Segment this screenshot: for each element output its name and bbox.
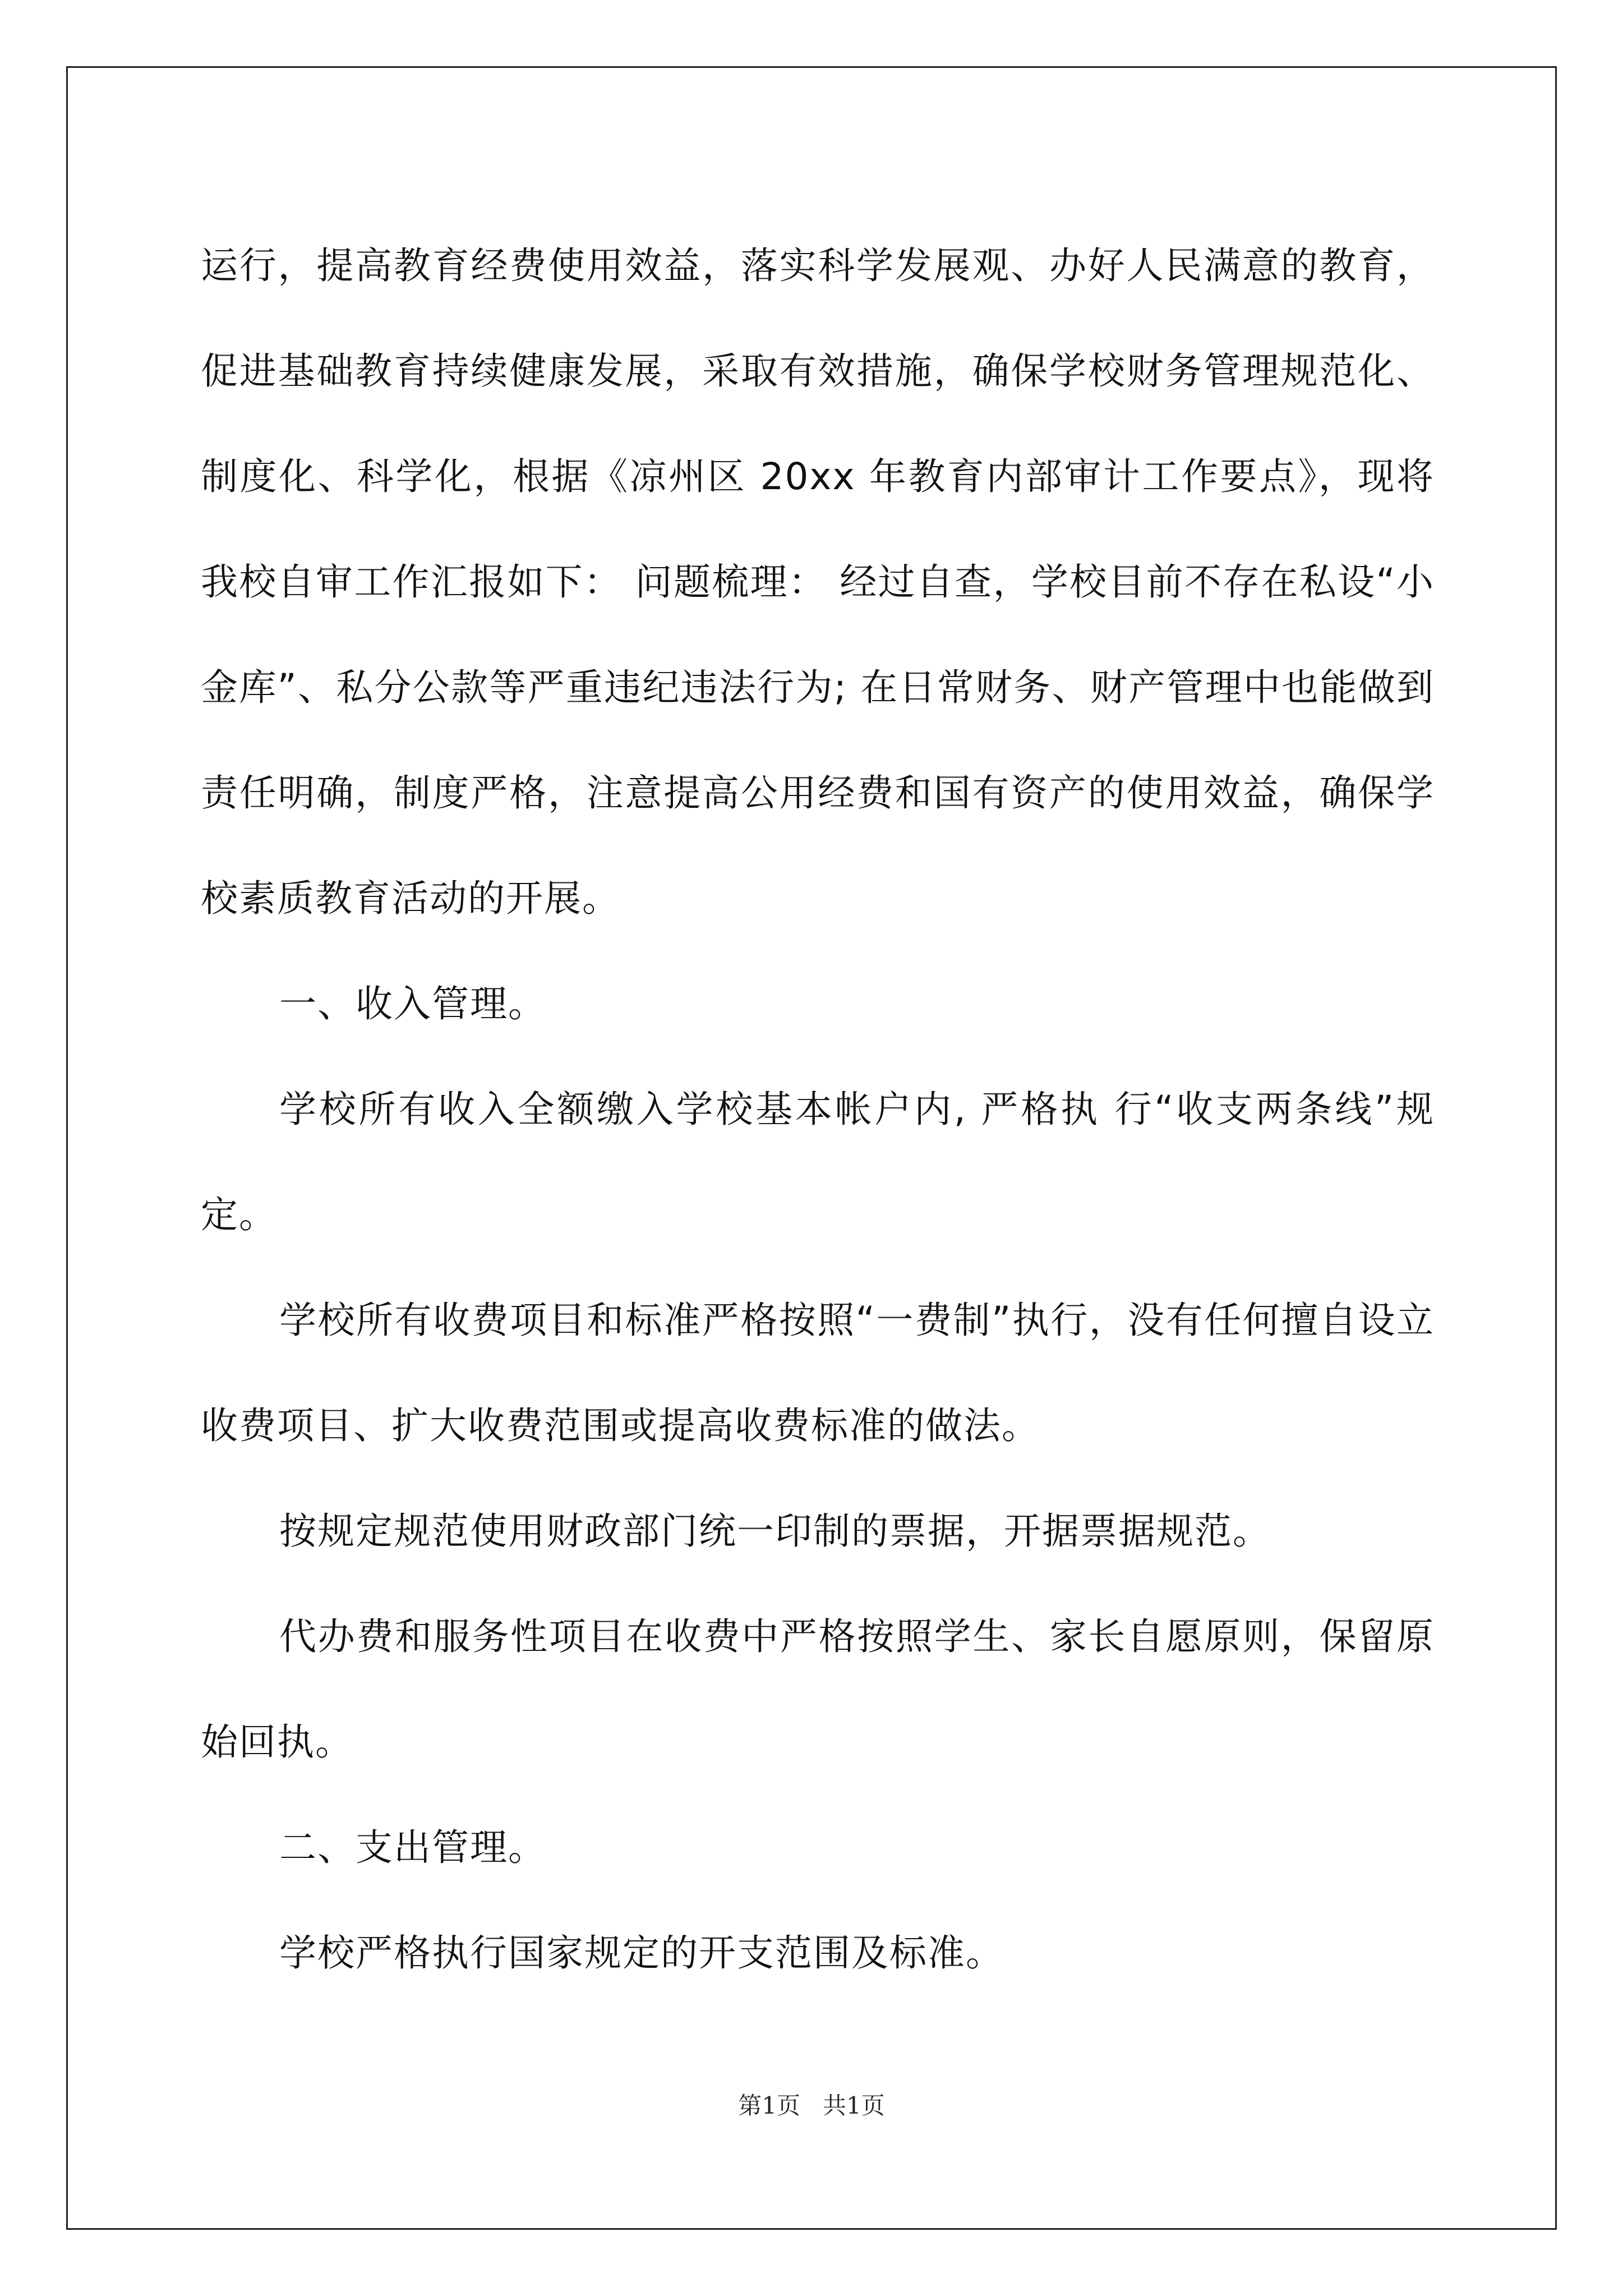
document-body [201, 213, 1435, 2006]
page-footer [0, 2089, 1623, 2123]
paragraph-income-account: 学校所有收入全额缴入学校基本帐户内, 严格执 行“收支两条线”规定。 [201, 1088, 1435, 1236]
heading-income-management: 一、收入管理。 [279, 982, 546, 1025]
paragraph-fee-standards: 学校所有收费项目和标准严格按照“一费制”执行，没有任何擅自设立收费项目、扩大收费范围或提高收费标准的做法。 [201, 1299, 1435, 1447]
paragraph-expense-standards: 学校严格执行国家规定的开支范围及标准。 [279, 1931, 1004, 1975]
paragraph-intro: 运行，提高教育经费使用效益，落实科学发展观、办好人民满意的教育，促进基础教育持续健康发展，采取有效措施，确保学校财务管理规范化、制度化、科学化，根据《凉州区 20xx 年教育内部审计工作要点》，现将我校自审工作汇报如下： 问题梳理： 经过自查，学校目前不存在私设“小金库”、私分公款等严重违纪违法行为; 在日常财务、财产管理中也能做到责任明确，制度严格，注意提高公用经费和国有资产的使用效益，确保学校素质教育活动的开展。 [201, 244, 1435, 920]
page-total: 共1页 [823, 2092, 885, 2119]
page-number: 第1页 [738, 2092, 800, 2119]
paragraph-agency-fees: 代办费和服务性项目在收费中严格按照学生、家长自愿原则，保留原始回执。 [201, 1615, 1435, 1764]
paragraph-receipts: 按规定规范使用财政部门统一印制的票据，开据票据规范。 [279, 1510, 1271, 1553]
heading-expense-management: 二、支出管理。 [279, 1826, 546, 1869]
